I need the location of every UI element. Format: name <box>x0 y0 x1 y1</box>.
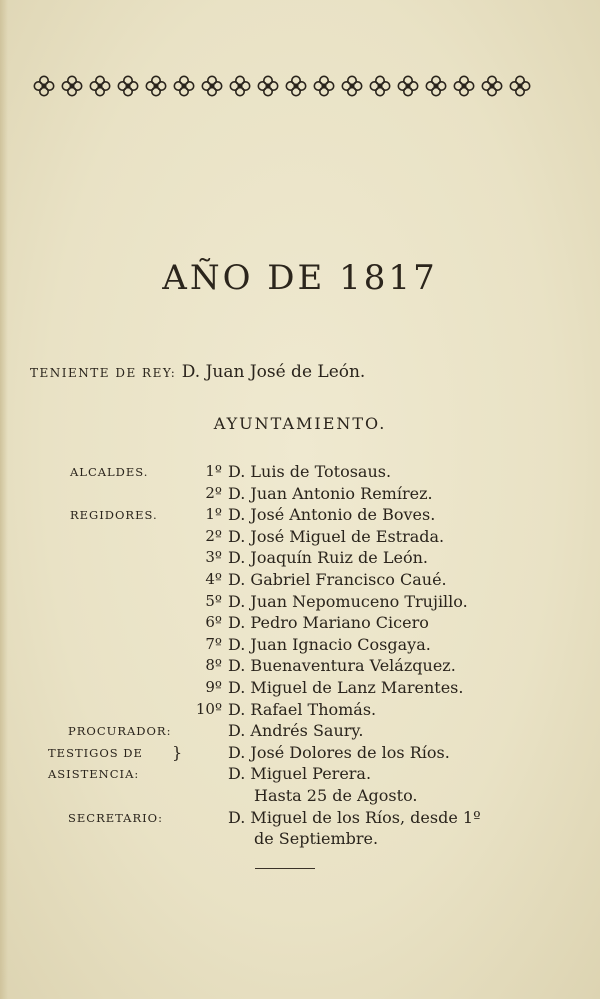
quatrefoil-ornament-icon <box>60 74 84 98</box>
roster-row <box>0 462 600 484</box>
quatrefoil-ornament-icon <box>424 74 448 98</box>
page-title: AÑO DE 1817 <box>162 258 438 298</box>
roster-role: SECRETARIO: <box>68 810 163 825</box>
roster-name: D. Pedro Mariano Cicero <box>228 613 429 633</box>
roster-ordinal: 1º <box>205 462 222 480</box>
quatrefoil-ornament-icon <box>256 74 280 98</box>
roster-ordinal: 2º <box>205 526 222 545</box>
roster-row <box>0 505 600 527</box>
roster-row <box>0 635 600 657</box>
roster-row <box>0 527 600 549</box>
roster-name: D. José Antonio de Boves. <box>228 505 436 525</box>
end-rule <box>255 868 315 869</box>
roster-row <box>0 764 600 786</box>
roster-name: D. Miguel de los Ríos, desde 1º <box>228 807 481 827</box>
roster-role: PROCURADOR: <box>68 724 172 739</box>
roster-row <box>0 743 600 765</box>
roster-row <box>0 786 600 808</box>
roster-ordinal: 4º <box>205 569 222 588</box>
roster-name: D. Gabriel Francisco Caué. <box>228 569 447 589</box>
roster-name: Hasta 25 de Agosto. <box>254 785 418 805</box>
teniente-line <box>30 362 365 382</box>
roster-row <box>0 656 600 678</box>
roster-ordinal: 1º <box>205 505 222 524</box>
roster-row <box>0 808 600 830</box>
quatrefoil-ornament-icon <box>144 74 168 98</box>
roster-row <box>0 678 600 700</box>
roster-ordinal: 5º <box>205 591 222 610</box>
roster-row <box>0 592 600 614</box>
roster-row <box>0 548 600 570</box>
roster-ordinal: 7º <box>205 634 222 653</box>
roster-role: ALCALDES. <box>70 465 149 479</box>
brace-mark: } <box>172 742 183 762</box>
roster-role: REGIDORES. <box>70 508 158 523</box>
quatrefoil-ornament-icon <box>340 74 364 98</box>
roster-name: D. José Miguel de Estrada. <box>228 526 445 546</box>
quatrefoil-ornament-icon <box>172 74 196 98</box>
roster-name: D. Rafael Thomás. <box>228 699 377 719</box>
roster-list <box>0 462 600 851</box>
quatrefoil-ornament-icon <box>116 74 140 98</box>
roster-row <box>0 570 600 592</box>
roster-row <box>0 829 600 851</box>
roster-row <box>0 700 600 722</box>
roster-name: D. José Dolores de los Ríos. <box>228 742 450 762</box>
quatrefoil-ornament-icon <box>284 74 308 98</box>
roster-name: D. Juan Nepomuceno Trujillo. <box>228 591 468 611</box>
quatrefoil-ornament-icon <box>508 74 532 98</box>
roster-name: D. Joaquín Ruiz de León. <box>228 548 428 568</box>
quatrefoil-ornament-icon <box>452 74 476 98</box>
roster-ordinal: 8º <box>205 656 222 675</box>
roster-ordinal: 6º <box>205 613 222 632</box>
roster-name: D. Miguel Perera. <box>228 764 372 784</box>
quatrefoil-ornament-icon <box>200 74 224 98</box>
ornament-border <box>32 70 532 102</box>
teniente-label: TENIENTE DE REY: <box>30 366 177 380</box>
quatrefoil-ornament-icon <box>396 74 420 98</box>
roster-row <box>0 721 600 743</box>
roster-role: ASISTENCIA: <box>48 767 140 782</box>
quatrefoil-ornament-icon <box>88 74 112 98</box>
roster-ordinal: 2º <box>205 483 222 502</box>
roster-ordinal: 3º <box>205 548 222 567</box>
quatrefoil-ornament-icon <box>32 74 56 98</box>
roster-ordinal: 10º <box>195 699 222 718</box>
roster-name: D. Juan Antonio Remírez. <box>228 483 433 503</box>
roster-name: D. Luis de Totosaus. <box>228 462 392 481</box>
roster-ordinal: 9º <box>205 677 222 696</box>
quatrefoil-ornament-icon <box>368 74 392 98</box>
roster-name: D. Buenaventura Velázquez. <box>228 656 456 676</box>
roster-row <box>0 613 600 635</box>
roster-name: D. Juan Ignacio Cosgaya. <box>228 634 431 654</box>
roster-role: TESTIGOS DE <box>48 745 143 760</box>
quatrefoil-ornament-icon <box>228 74 252 98</box>
roster-name: D. Miguel de Lanz Marentes. <box>228 677 464 697</box>
roster-row <box>0 484 600 506</box>
teniente-name: D. Juan José de León. <box>181 362 366 382</box>
section-heading: AYUNTAMIENTO. <box>213 414 387 433</box>
quatrefoil-ornament-icon <box>480 74 504 98</box>
quatrefoil-ornament-icon <box>312 74 336 98</box>
roster-name: de Septiembre. <box>254 829 379 849</box>
roster-name: D. Andrés Saury. <box>228 721 364 741</box>
